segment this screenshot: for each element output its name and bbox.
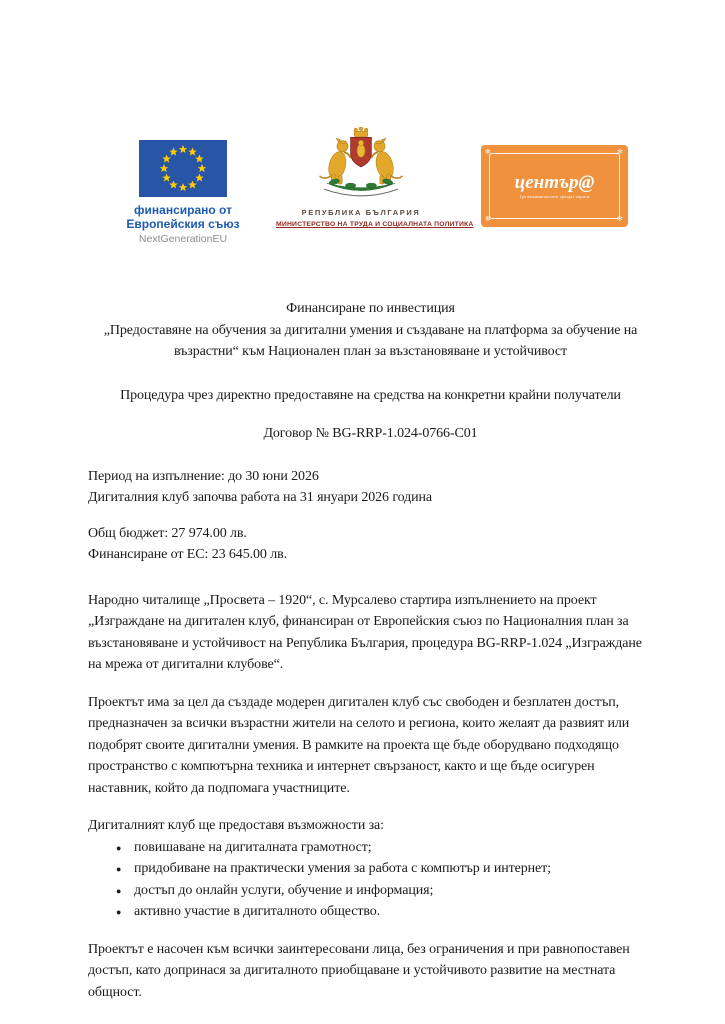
opportunities-list [88, 837, 653, 923]
eu-caption-line2: Европейския съюз [126, 217, 240, 231]
period-line: Период на изпълнение: до 30 юни 2026 [88, 468, 319, 484]
centar-logo-tagline: Тук възможностите срещат хората [519, 194, 590, 199]
club-start-line: Дигиталния клуб започва работа на 31 януари 2026 година [88, 490, 433, 505]
centar-logo-title: център@ [514, 172, 595, 193]
project-details [88, 466, 653, 566]
list-item: ● достъп до онлайн услуги, обучение и информация; [88, 880, 653, 902]
ministry-logo [276, 127, 474, 228]
document-content [0, 298, 725, 1003]
eu-flag-icon [139, 140, 227, 197]
list-item: ● активно участие в дигиталното общество. [88, 901, 653, 923]
body-text [88, 590, 653, 1004]
republic-bulgaria-label: РЕПУБЛИКА БЪЛГАРИЯ [301, 208, 421, 217]
funding-line: Финансиране по инвестиция [286, 301, 455, 316]
centar-logo [481, 145, 628, 227]
ministry-name-label: МИНИСТЕРСТВО НА ТРУДА И СОЦИАЛНАТА ПОЛИТИКА [276, 221, 474, 228]
eu-funding-line: Финансиране от ЕС: 23 645.00 лв. [88, 547, 287, 562]
bulgaria-coat-of-arms-icon [291, 127, 431, 201]
frame-ornament-icon: ✻ [485, 148, 491, 156]
nextgeneration-label: NextGenerationEU [138, 233, 228, 245]
centar-logo-frame [489, 153, 620, 219]
paragraph-project-start: Народно читалище „Просвета – 1920“, с. Мурсалево стартира изпълнението на проект „Изграждане на дигитален клуб, финансиран от Европейския съюз по Националния план за възстановяване и устойчивост на Република България, процедура BG-RRP-1.024 „Изграждане на мрежа от дигитални клубове“. [88, 592, 642, 672]
eu-funding-logo [125, 140, 241, 245]
frame-ornament-icon: ✻ [617, 148, 623, 156]
budget-line: Общ бюджет: 27 974.00 лв. [88, 525, 247, 541]
title-block [88, 298, 653, 445]
paragraph-project-goal: Проектът има за цел да създаде модерен дигитален клуб със свободен и безплатен достъп, предназначен за всички възрастни жители на селото и региона, които желаят да развият или подобрят своите дигитални умения. В рамките на проекта ще бъде оборудвано подходящо пространство с компютърна техника и интернет свързаност, както и ще бъде осигурен наставник, който да подпомага участниците. [88, 694, 630, 796]
list-item: ● повишаване на дигиталната грамотност; [88, 837, 653, 859]
paragraph-project-audience: Проектът е насочен към всички заинтересовани лица, без ограничения и при равнопоставен достъп, като допринася за дигиталното приобщаване и устойчивото развитие на местната общност. [88, 941, 630, 1000]
contract-number-line: Договор № BG-RRP-1.024-0766-C01 [263, 426, 478, 441]
eu-caption-line1: финансирано от [134, 203, 232, 217]
bullets-intro-line: Дигиталният клуб ще предоставя възможности за: [88, 818, 384, 833]
investment-title: „Предоставяне на обучения за дигитални умения и създаване на платформа за обучение на възрастни“ към Национален план за възстановяване и устойчивост [103, 322, 638, 359]
frame-ornament-icon: ✻ [485, 215, 491, 223]
frame-ornament-icon: ✻ [617, 215, 623, 223]
procedure-line: Процедура чрез директно предоставяне на средства на конкретни крайни получатели [120, 387, 621, 403]
list-item: ● придобиване на практически умения за работа с компютър и интернет; [88, 858, 653, 880]
logo-row [125, 125, 628, 245]
